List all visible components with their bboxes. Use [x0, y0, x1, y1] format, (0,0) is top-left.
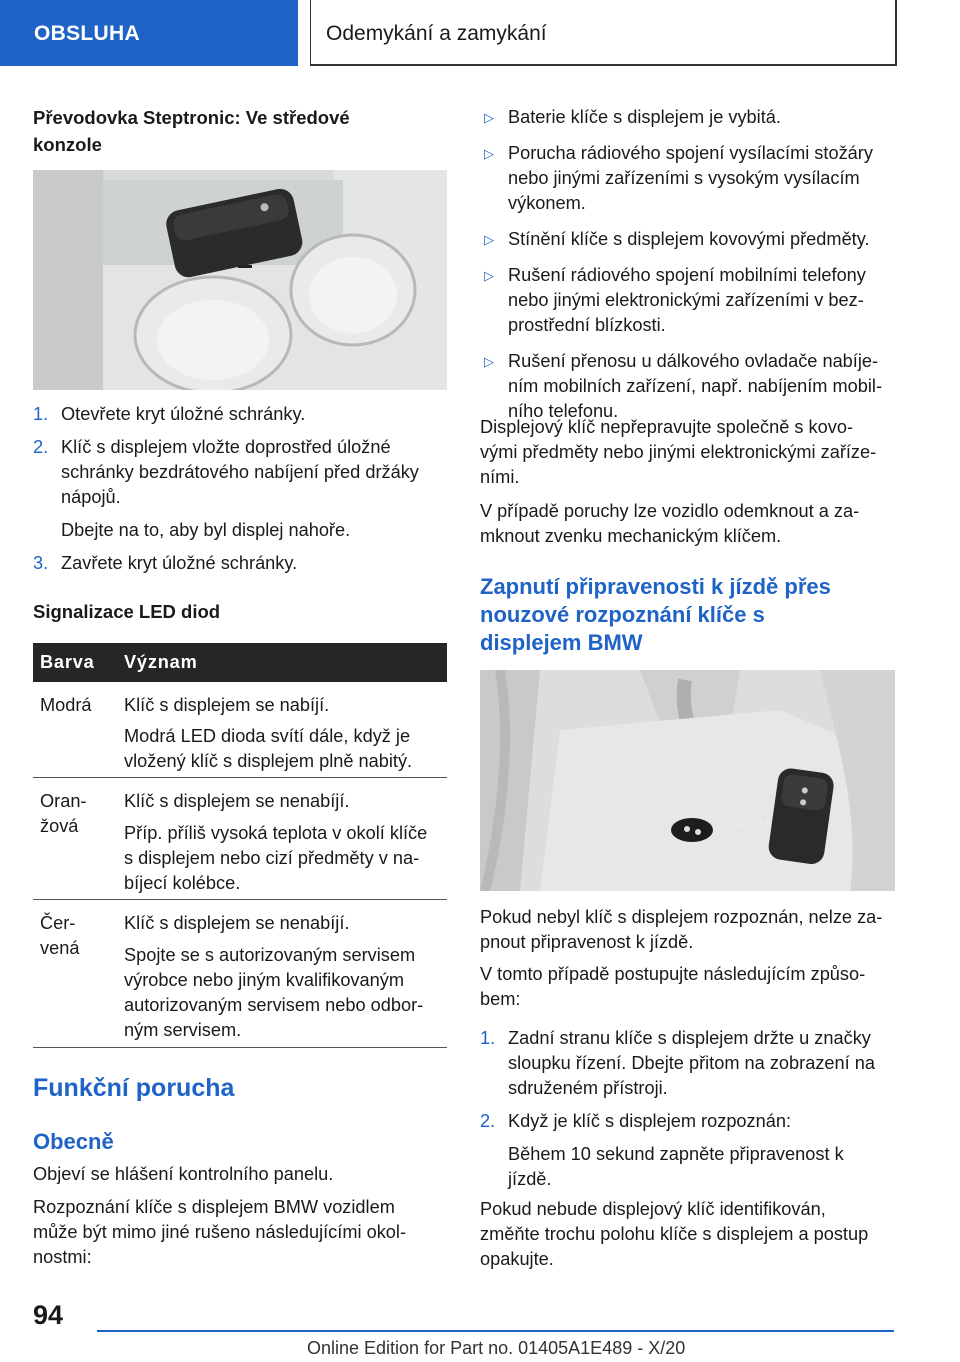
paragraph-line: mknout zvenku mechanickým klíčem. [480, 526, 782, 546]
paragraph-line: Pokud nebude displejový klíč identifikován, [480, 1199, 826, 1219]
steps-list-right [480, 1026, 895, 1192]
list-item [33, 435, 447, 460]
chapter-header [310, 0, 897, 66]
table-cell: Spojte se s autorizovaným servisem [124, 945, 416, 965]
paragraph-line: V tomto případě postupujte následujícím způso- [480, 964, 866, 984]
paragraph-line: vými předměty nebo jinými elektronickými zaříze- [480, 442, 877, 462]
chapter-title: Odemykání a zamykání [326, 22, 547, 45]
steering-column-photo [480, 670, 895, 891]
section-label: OBSLUHA [34, 22, 140, 45]
bullet-text: prostřední blízkosti. [508, 315, 666, 335]
bullet-text: Porucha rádiového spojení vysílacími stožáry [508, 143, 873, 163]
list-item [33, 402, 447, 427]
paragraph-line: Pokud nebyl klíč s displejem rozpoznán, nelze za- [480, 907, 883, 927]
table-cell: autorizovaným servisem nebo odbor- [124, 995, 424, 1015]
step-note: jízdě. [508, 1169, 552, 1189]
emergency-heading [480, 573, 831, 657]
step-text: Když je klíč s displejem rozpoznán: [508, 1111, 792, 1131]
edition-label: Online Edition for Part no. 01405A1E489 - X/20 [307, 1338, 686, 1358]
table-cell: vložený klíč s displejem plně nabitý. [124, 751, 413, 771]
list-item [480, 141, 895, 166]
bullet-text: Baterie klíče s displejem je vybitá. [508, 107, 781, 127]
table-cell: ným servisem. [124, 1020, 242, 1040]
paragraph [480, 962, 865, 1012]
bullet-triangle-icon: ▷ [484, 354, 494, 369]
step-text: nápojů. [61, 487, 121, 507]
table-cell: Klíč s displejem se nenabíjí. [124, 791, 350, 811]
list-item [480, 105, 895, 130]
bullet-triangle-icon: ▷ [484, 146, 494, 161]
step-text: Zadní stranu klíče s displejem držte u značky [508, 1028, 871, 1048]
paragraph [33, 1195, 406, 1270]
step-text: Otevřete kryt úložné schránky. [61, 404, 306, 424]
row-divider [33, 899, 447, 900]
step-text: sloupku řízení. Dbejte přitom na zobrazení na [508, 1053, 875, 1073]
paragraph [480, 499, 859, 549]
step-text: Klíč s displejem vložte doprostřed úložné [61, 437, 391, 457]
center-console-photo [33, 170, 447, 390]
heading-line: nouzové rozpoznání klíče s [480, 602, 765, 627]
step-number: 2. [480, 1111, 496, 1131]
bullet-text: Stínění klíče s displejem kovovými předměty. [508, 229, 870, 249]
step-note: Během 10 sekund zapněte připravenost k [508, 1144, 844, 1164]
bullet-triangle-icon: ▷ [484, 268, 494, 283]
table-cell: Klíč s displejem se nabíjí. [124, 695, 330, 715]
table-cell: Příp. příliš vysoká teplota v okolí klíče [124, 823, 428, 843]
heading-line: konzole [33, 134, 102, 155]
bullet-triangle-icon: ▷ [484, 232, 494, 247]
fault-heading: Funkční porucha [33, 1074, 235, 1102]
paragraph-line: bem: [480, 989, 521, 1009]
steps-list-left [33, 402, 447, 576]
paragraph-line: může být mimo jiné rušeno následujícími okol- [33, 1222, 406, 1242]
paragraph-line: opakujte. [480, 1249, 554, 1269]
paragraph-line: ními. [480, 467, 520, 487]
table-cell: žová [40, 816, 79, 836]
list-item [480, 1109, 895, 1134]
step-number: 3. [33, 553, 49, 573]
list-item [480, 1026, 895, 1051]
paragraph-line: pnout připravenost k jízdě. [480, 932, 694, 952]
bullet-text: nebo jinými zařízeními s vysokým vysílacím [508, 168, 860, 188]
table-cell: Klíč s displejem se nenabíjí. [124, 913, 350, 933]
table-cell: bíjecí kolébce. [124, 873, 241, 893]
paragraph-line: V případě poruchy lze vozidlo odemknout a za- [480, 501, 860, 521]
bullet-text: Rušení přenosu u dálkového ovladače nabíje- [508, 351, 879, 371]
heading-line: displejem BMW [480, 630, 643, 655]
table-cell: výrobce nebo jiným kvalifikovaným [124, 970, 404, 990]
footer-divider [97, 1330, 894, 1332]
step-number: 2. [33, 437, 49, 457]
step-text: schránky bezdrátového nabíjení před držáky [61, 462, 419, 482]
table-cell: s displejem nebo cizí předměty v na- [124, 848, 420, 868]
step-text: sdruženém přístroji. [508, 1078, 668, 1098]
heading-line: Převodovka Steptronic: Ve středové [33, 107, 350, 128]
heading-line: Zapnutí připravenosti k jízdě přes [480, 574, 831, 599]
paragraph-line: změňte trochu polohu klíče s displejem a postup [480, 1224, 869, 1244]
row-divider [33, 1047, 447, 1048]
list-item [480, 263, 895, 288]
table-header [33, 643, 447, 682]
page-number: 94 [33, 1300, 64, 1330]
paragraph-line: Rozpoznání klíče s displejem BMW vozidlem [33, 1197, 395, 1217]
paragraph [480, 1197, 868, 1272]
list-item [33, 551, 447, 576]
bullet-text: Rušení rádiového spojení mobilními telefony [508, 265, 866, 285]
row-divider [33, 777, 447, 778]
bullet-text: ního telefonu. [508, 401, 619, 421]
table-cell: Modrá LED dioda svítí dále, když je [124, 726, 411, 746]
paragraph-line: nostmi: [33, 1247, 92, 1267]
paragraph-line: Displejový klíč nepřepravujte společně s kovo- [480, 417, 854, 437]
list-item [480, 227, 895, 252]
general-heading: Obecně [33, 1129, 114, 1154]
led-heading: Signalizace LED diod [33, 601, 221, 622]
paragraph: Objeví se hlášení kontrolního panelu. [33, 1164, 334, 1184]
table-cell: vená [40, 938, 80, 958]
bullet-triangle-icon: ▷ [484, 110, 494, 125]
steptronic-heading [33, 104, 350, 158]
column-header: Barva [40, 652, 95, 672]
table-cell: Modrá [40, 695, 92, 715]
table-cell: Čer- [40, 913, 76, 933]
section-tab [0, 0, 298, 66]
paragraph [480, 905, 882, 955]
paragraph [480, 415, 876, 490]
bullet-text: nebo jinými elektronickými zařízeními v bez- [508, 290, 864, 310]
cause-list [480, 105, 895, 424]
list-item [480, 349, 895, 374]
bullet-text: výkonem. [508, 193, 586, 213]
bullet-text: ním mobilních zařízení, např. nabíjením mobil- [508, 376, 883, 396]
step-number: 1. [33, 404, 49, 424]
step-note: Dbejte na to, aby byl displej nahoře. [61, 520, 351, 540]
column-header: Význam [124, 652, 198, 672]
step-text: Zavřete kryt úložné schránky. [61, 553, 298, 573]
step-number: 1. [480, 1028, 496, 1048]
table-cell: Oran- [40, 791, 87, 811]
